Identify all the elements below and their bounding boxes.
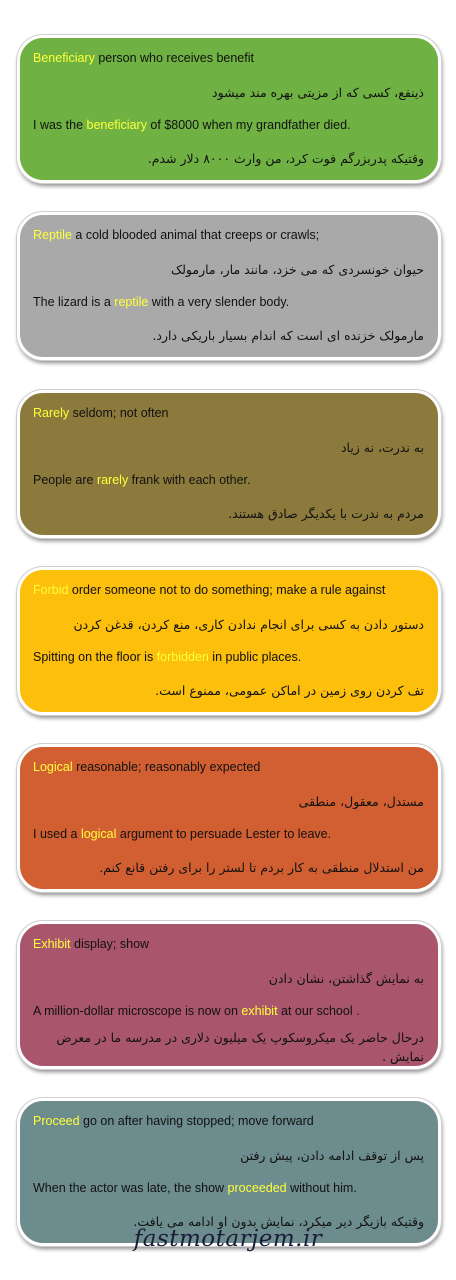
- term-word: Exhibit: [33, 937, 71, 951]
- vocab-card-proceed: [17, 1098, 441, 1246]
- example-highlight: forbidden: [156, 650, 209, 664]
- example-translation: من استدلال منطقی به کار بردم تا لستر را برای رفتن قانع کنم.: [99, 860, 424, 875]
- example-sentence: [33, 650, 424, 664]
- example-text-before: The lizard is a: [33, 295, 115, 309]
- term-translation: به نمایش گذاشتن، نشان دادن: [268, 971, 424, 986]
- term-word: Proceed: [33, 1114, 80, 1128]
- example-highlight: exhibit: [241, 1004, 278, 1018]
- example-highlight: beneficiary: [86, 118, 147, 132]
- term-translation: ذینفع، کسی که از مزیتی بهره مند میشود: [212, 85, 424, 100]
- vocab-card-rarely: [17, 390, 441, 538]
- term-word: Forbid: [33, 583, 69, 597]
- example-translation: مردم به ندرت با یکدیگر صادق هستند.: [228, 506, 424, 521]
- example-highlight: reptile: [114, 295, 149, 309]
- example-translation: تف کردن روی زمین در اماکن عمومی، ممنوع است.: [155, 683, 424, 698]
- vocab-card-exhibit: [17, 921, 441, 1069]
- example-highlight: logical: [80, 827, 117, 841]
- example-sentence: [33, 118, 424, 132]
- vocab-card-forbid: [17, 567, 441, 715]
- example-sentence: [33, 295, 424, 309]
- term-translation: پس از توقف ادامه دادن، پیش رفتن: [240, 1148, 424, 1163]
- example-translation: وقتیکه پدربزرگم فوت کرد، من وارث ۸۰۰۰ دلار شدم.: [147, 151, 424, 166]
- term-definition: person who receives benefit: [98, 51, 254, 65]
- example-translation: مارمولک خزنده ای است که اندام بسیار باریکی دارد.: [152, 328, 424, 343]
- term-word: Logical: [33, 760, 73, 774]
- term-translation: دستور دادن به کسی برای انجام ندادن کاری، منع کردن، قدغن کردن: [73, 617, 424, 632]
- term-word: Rarely: [33, 406, 70, 420]
- example-sentence: [33, 1181, 424, 1195]
- example-highlight: proceeded: [227, 1181, 287, 1195]
- example-text-before: Spitting on the floor is: [33, 650, 157, 664]
- vocab-card-reptile: [17, 212, 441, 360]
- example-text-before: When the actor was late, the show: [33, 1181, 228, 1195]
- term-definition: order someone not to do something; make a rule against: [71, 583, 386, 597]
- term-line: [33, 760, 424, 774]
- example-text-after: with a very slender body.: [148, 295, 290, 309]
- term-line: [33, 406, 424, 420]
- example-sentence: [33, 827, 424, 841]
- term-definition: reasonable; reasonably expected: [76, 760, 261, 774]
- example-text-after: in public places.: [208, 650, 302, 664]
- term-line: [33, 1114, 424, 1128]
- term-line: [33, 51, 424, 65]
- example-text-before: People are: [33, 473, 97, 487]
- example-text-after: frank with each other.: [128, 473, 251, 487]
- example-translation: وقتیکه بازیگر دیر میکرد، نمایش بدون او ادامه می یافت.: [133, 1214, 424, 1229]
- term-line: [33, 937, 424, 951]
- site-watermark: fastmotarjem.ir: [133, 1226, 323, 1252]
- vocab-card-beneficiary: [17, 35, 441, 183]
- example-text-after: at our school .: [277, 1004, 360, 1018]
- example-sentence: [33, 473, 424, 487]
- term-definition: display; show: [74, 937, 150, 951]
- term-definition: go on after having stopped; move forward: [83, 1114, 314, 1128]
- example-text-before: A million-dollar microscope is now on: [33, 1004, 242, 1018]
- example-text-after: without him.: [286, 1181, 357, 1195]
- example-translation: درحال حاضر یک میکروسکوپ یک میلیون دلاری در مدرسه ما در معرض نمایش .: [56, 1030, 424, 1064]
- term-line: [33, 583, 424, 597]
- term-translation: حیوان خونسردی که می خزد، مانند مار، مارمولک: [170, 262, 424, 277]
- example-text-after: argument to persuade Lester to leave.: [116, 827, 332, 841]
- term-line: [33, 228, 424, 242]
- term-definition: seldom; not often: [72, 406, 169, 420]
- example-sentence: [33, 1004, 424, 1018]
- example-text-after: of $8000 when my grandfather died.: [146, 118, 351, 132]
- term-word: Reptile: [33, 228, 72, 242]
- term-translation: مستدل، معقول، منطقی: [298, 794, 424, 809]
- example-text-before: I used a: [33, 827, 81, 841]
- example-text-before: I was the: [33, 118, 87, 132]
- example-highlight: rarely: [96, 473, 129, 487]
- term-translation: به ندرت، نه زیاد: [340, 440, 424, 455]
- vocab-card-logical: [17, 744, 441, 892]
- term-word: Beneficiary: [33, 51, 95, 65]
- term-definition: a cold blooded animal that creeps or crawls;: [75, 228, 320, 242]
